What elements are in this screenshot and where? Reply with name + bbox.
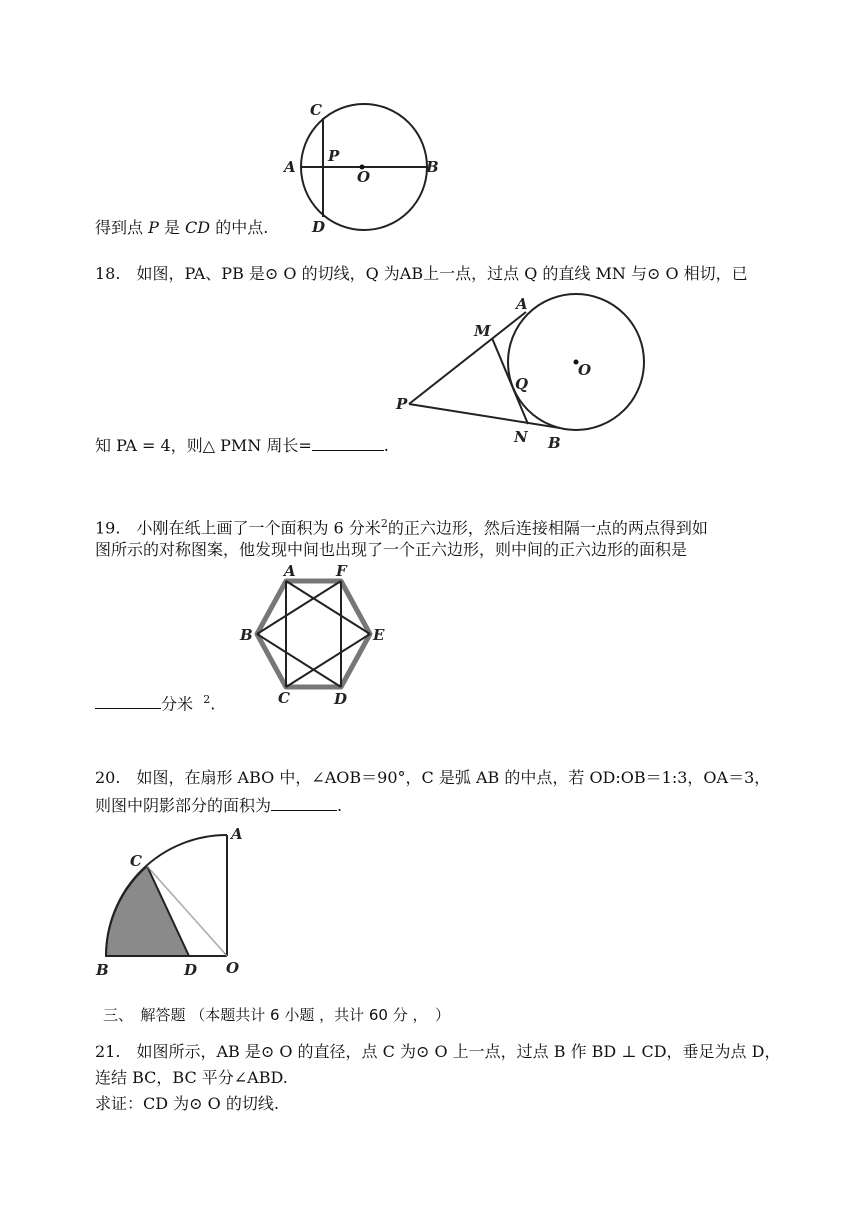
q17-label-b: B [426, 158, 439, 176]
q19-label-c: C [278, 689, 290, 707]
q20-label-c: C [130, 852, 142, 870]
q21-question-line2: 连结 BC，BC 平分∠ABD. [95, 1068, 288, 1087]
q18-label-p: P [396, 395, 408, 413]
q20-question-line2: 则图中阴影部分的面积为 . [95, 792, 342, 818]
q20-question-line1: 20. 如图，在扇形 ABO 中，∠AOB＝90°，C 是弧 AB 的中点，若 OD:OB＝1:3，OA＝3， [95, 768, 771, 787]
q19-label-f: F [336, 562, 347, 580]
q19-question-line2: 图所示的对称图案，他发现中间也出现了一个正六边形，则中间的正六边形的面积是 [95, 540, 688, 559]
q18-question-line1: 18. 如图，PA、PB 是⊙ O 的切线，Q 为AB上一点，过点 Q 的直线 MN 与⊙ O 相切，已 [95, 264, 748, 283]
q18-label-b: B [548, 434, 561, 452]
q19-answer-line: 分米 $^2$. [95, 688, 215, 716]
section-3-heading: 三、 解答题 （本题共计 6 小题 ，共计 60 分 ， ） [103, 1006, 451, 1024]
q18-label-n: N [514, 428, 528, 446]
q17-label-p: P [328, 147, 340, 165]
q19-label-e: E [373, 626, 385, 644]
q18-label-m: M [474, 322, 491, 340]
q18-question-line2: 知 PA = 4，则△ PMN 周长= . [95, 432, 389, 458]
q17-label-o: O [357, 168, 371, 186]
q21-question-line3: 求证：CD 为⊙ O 的切线. [95, 1094, 279, 1113]
q17-label-d: D [312, 218, 326, 236]
q17-label-a: A [284, 158, 296, 176]
q20-label-b: B [96, 961, 109, 979]
q20-label-o: O [226, 959, 240, 977]
q19-label-d: D [334, 690, 348, 708]
q17-label-c: C [310, 101, 322, 119]
q18-label-o: O [578, 361, 592, 379]
q21-question-line1: 21. 如图所示，AB 是⊙ O 的直径，点 C 为⊙ O 上一点，过点 B 作 BD ⊥ CD，垂足为点 D， [95, 1042, 781, 1061]
q20-label-a: A [231, 825, 243, 843]
q19-question-line1: 19. 小刚在纸上画了一个面积为 6 分米$^2$的正六边形，然后连接相隔一点的两点得到如 [95, 517, 708, 538]
q18-label-a: A [516, 295, 528, 313]
q19-label-a: A [284, 562, 296, 580]
q20-label-d: D [184, 961, 198, 979]
q17-conclusion: 得到点 P 是 CD 的中点. [95, 218, 269, 237]
q19-label-b: B [240, 626, 253, 644]
q18-label-q: Q [515, 375, 529, 393]
